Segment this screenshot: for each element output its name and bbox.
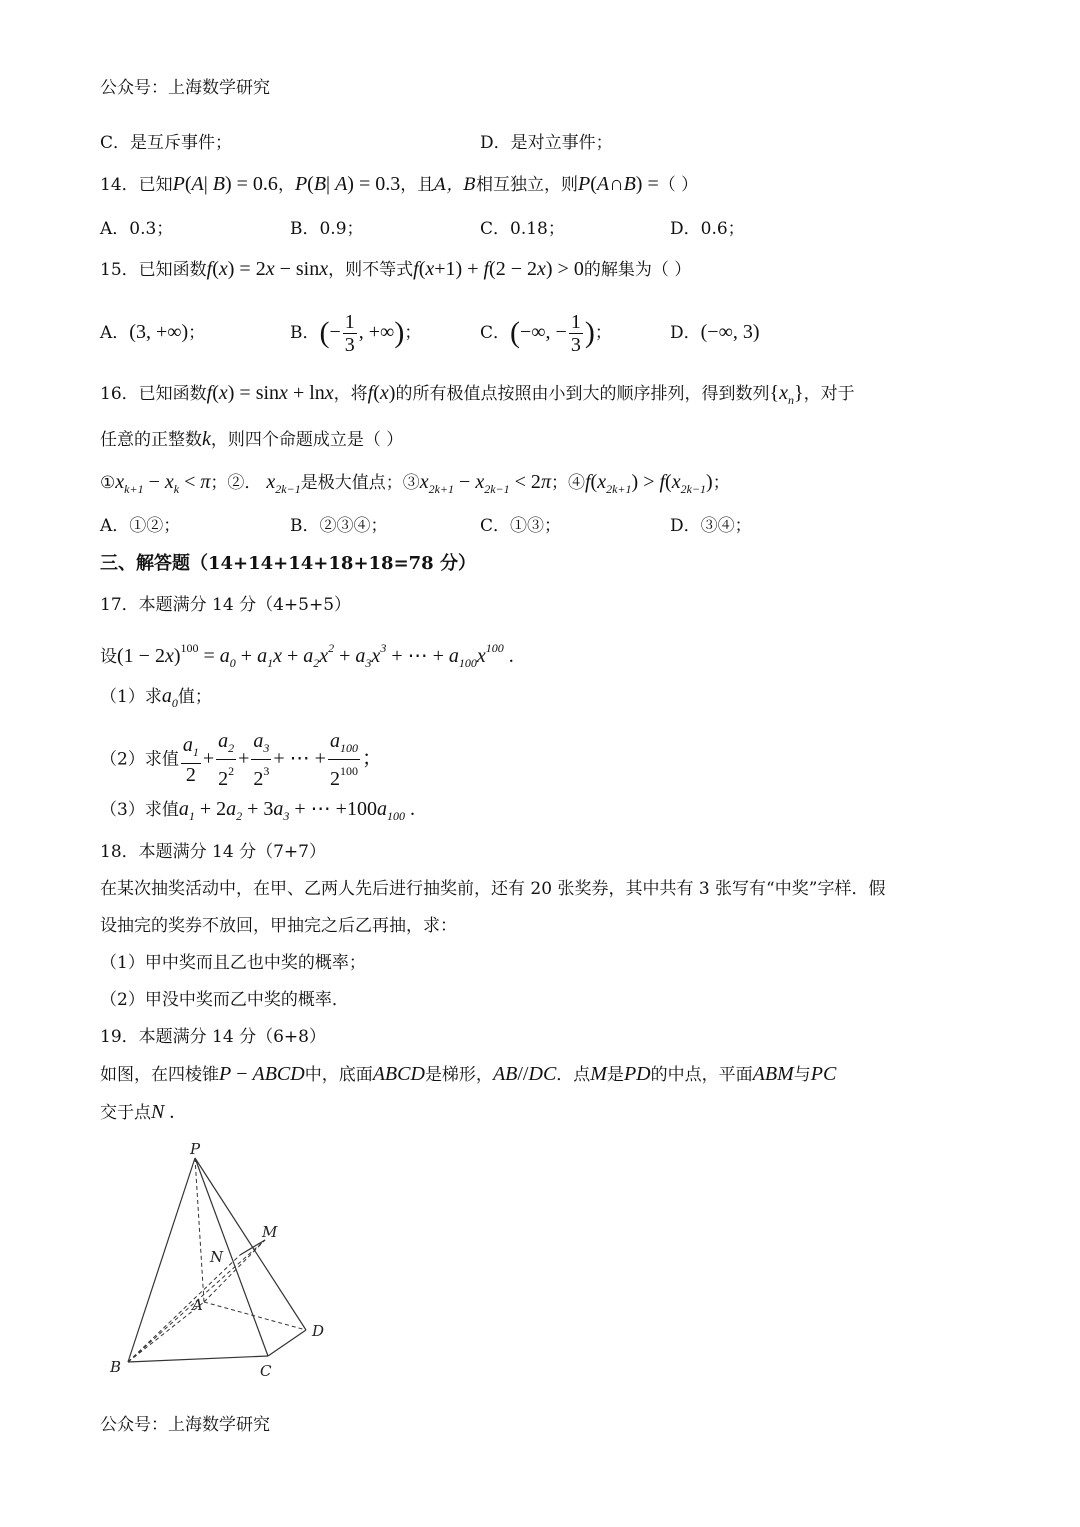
q14-prefix: 14．已知 <box>100 175 173 195</box>
q16-line2b: ，则四个命题成立是（ ） <box>210 430 404 450</box>
q19-title: 19．本题满分 14 分（6+8） <box>100 1027 326 1047</box>
edge-BC <box>128 1356 268 1362</box>
q16-option-c: C．①③； <box>480 516 562 536</box>
q14-blank: （ ） <box>658 175 699 195</box>
q17-part1-tail: 值； <box>177 687 212 707</box>
q16-option-b: B．②③④； <box>290 516 388 536</box>
q18-body-line1: 在某次抽奖活动中，在甲、乙两人先后进行抽奖前，还有 20 张奖券，其中共有 3 张写有“中奖”字样．假 <box>100 879 886 899</box>
q15-tail: 的解集为（ ） <box>583 260 692 280</box>
q15-option-d-label: D． <box>670 323 701 343</box>
q16-option-d: D．③④； <box>670 516 752 536</box>
q19-body-line1: 如图，在四棱锥P − ABCD中，底面ABCD是梯形，AB//DC．点M是PD的中点，平面ABM与PC <box>100 1063 837 1085</box>
q19-body-b: 中，底面 <box>304 1065 373 1085</box>
q16-statement-2-text: 是极大值点；③ <box>300 473 420 493</box>
q16-mid2: 的所有极值点按照由小到大的顺序排列，得到数列 <box>395 384 770 404</box>
q18-part1: （1）甲中奖而且乙也中奖的概率； <box>100 953 366 973</box>
q15-option-c: C．(−∞, − $\frac{1}{3}$ )； <box>480 311 612 356</box>
q19-body-e: 是 <box>606 1065 624 1085</box>
q15-option-b: B．(− $\frac{1}{3}$ , +∞)； <box>290 311 422 356</box>
q19-body-c: 是梯形， <box>424 1065 493 1085</box>
q16-prefix: 16．已知函数 <box>100 384 207 404</box>
section-3-heading: 三、解答题（14+14+14+18+18=78 分） <box>100 553 476 574</box>
q17-part1: （1）求$a_0$值； <box>100 685 212 710</box>
q17-part3: （3）求值$a_1 + 2a_2 + 3a_3$ + ⋯ $+100a_{100}$ . <box>100 798 415 823</box>
q14-comma: ， <box>277 175 295 195</box>
q16-stem-line1: 16．已知函数f(x) = sinx + lnx，将f(x)的所有极值点按照由小到大的顺序排列，得到数列$\{x_n\}$，对于 <box>100 382 855 407</box>
q17-setup-label: 设 <box>100 647 117 667</box>
label-D: D <box>312 1322 325 1340</box>
q16-option-a: A．①②； <box>100 516 181 536</box>
edge-PB <box>128 1158 195 1362</box>
q15-prefix: 15．已知函数 <box>100 260 207 280</box>
label-A: A <box>192 1296 203 1314</box>
q13-option-d: D．是对立事件； <box>480 133 613 153</box>
q17-part2: （2）求值 $\frac{a_1}{2}$ + $\frac{a_2}{2^2}$ + $\frac{a_3}{2^3}$ + ⋯ + $\frac{a_{100}}{2^{100}}$ ； <box>100 730 382 790</box>
q13-option-c: C．是互斥事件； <box>100 133 233 153</box>
q19-body-d: ．点 <box>556 1065 591 1085</box>
q14-option-d: D．0.6； <box>670 219 745 239</box>
q16-statement-1-mark: ① <box>100 473 116 493</box>
q19-body-a: 如图，在四棱锥 <box>100 1065 219 1085</box>
q16-statement-end: ； <box>712 473 730 493</box>
q14-stem: 14．已知P(A| B) = 0.6，P(B| A) = 0.3，且A，B相互独立，则P(A∩B) =（ ） <box>100 173 699 195</box>
q14-option-c: C．0.18； <box>480 219 565 239</box>
edge-CD <box>268 1330 306 1356</box>
q16-mid1: ，将 <box>333 384 368 404</box>
q17-title: 17．本题满分 14 分（4+5+5） <box>100 595 352 615</box>
q16-statement-2-mark: ；②． <box>210 473 262 493</box>
q17-part3-label: （3）求值 <box>100 800 179 820</box>
q16-line2a: 任意的正整数 <box>100 430 202 450</box>
label-N: N <box>210 1248 224 1266</box>
q15-option-a: A．(3, +∞)； <box>100 321 206 343</box>
q14-option-b: B．0.9； <box>290 219 364 239</box>
q17-setup: 设$(1 - 2x)^{100} = a_0 + a_1x + a_2x^2 + a_3x^3$ + ⋯ + $a_{100}x^{100}$ . <box>100 641 514 670</box>
q19-body-line2: 交于点N . <box>100 1101 175 1123</box>
q15-option-a-label: A． <box>100 323 130 343</box>
edge-PC <box>195 1158 268 1356</box>
label-P: P <box>190 1140 201 1158</box>
q19-body-f: 的中点，平面 <box>650 1065 753 1085</box>
q15-mid: ，则不等式 <box>328 260 414 280</box>
footer-source: 公众号：上海数学研究 <box>100 1415 270 1435</box>
edge-NM <box>240 1240 265 1255</box>
q19-body-line2-text: 交于点 <box>100 1103 151 1123</box>
q17-part2-label: （2）求值 <box>100 749 179 770</box>
q18-title: 18．本题满分 14 分（7+7） <box>100 842 326 862</box>
q18-part2: （2）甲没中奖而乙中奖的概率． <box>100 990 349 1010</box>
label-B: B <box>110 1358 122 1376</box>
label-C: C <box>260 1362 272 1380</box>
q15-option-c-label: C． <box>480 323 511 343</box>
header-source: 公众号：上海数学研究 <box>100 78 270 98</box>
q16-statements: $①x_{k+1} - x_k < \pi$；②． $x_{2k-1}$是极大值点；$③x_{2k+1} - x_{2k-1} < 2\pi$；$④f(x_{2k+1}) > f(x_{2k-1})$； <box>100 471 730 496</box>
q16-statement-4-mark: ；④ <box>550 473 585 493</box>
q15-option-b-label: B． <box>290 323 320 343</box>
q16-stem-line2: 任意的正整数k，则四个命题成立是（ ） <box>100 428 404 450</box>
q14-option-a: A．0.3； <box>100 219 174 239</box>
q19-body-g: 与 <box>793 1065 811 1085</box>
label-M: M <box>262 1223 278 1241</box>
line-BN-hidden <box>128 1255 240 1362</box>
q16-mid3: ，对于 <box>803 384 855 404</box>
q14-independent: 相互独立，则 <box>476 175 579 195</box>
q14-and: ，且 <box>400 175 435 195</box>
pyramid-figure <box>100 1140 360 1390</box>
q15-stem: 15．已知函数f(x) = 2x − sinx，则不等式f(x+1) + f(2 − 2x) > 0的解集为（ ） <box>100 258 692 280</box>
q17-part1-label: （1）求 <box>100 687 162 707</box>
q14-events: A，B <box>434 175 477 195</box>
q18-body-line2: 设抽完的奖券不放回，甲抽完之后乙再抽，求： <box>100 916 457 936</box>
q15-option-d: D．(−∞, 3) <box>670 321 760 343</box>
